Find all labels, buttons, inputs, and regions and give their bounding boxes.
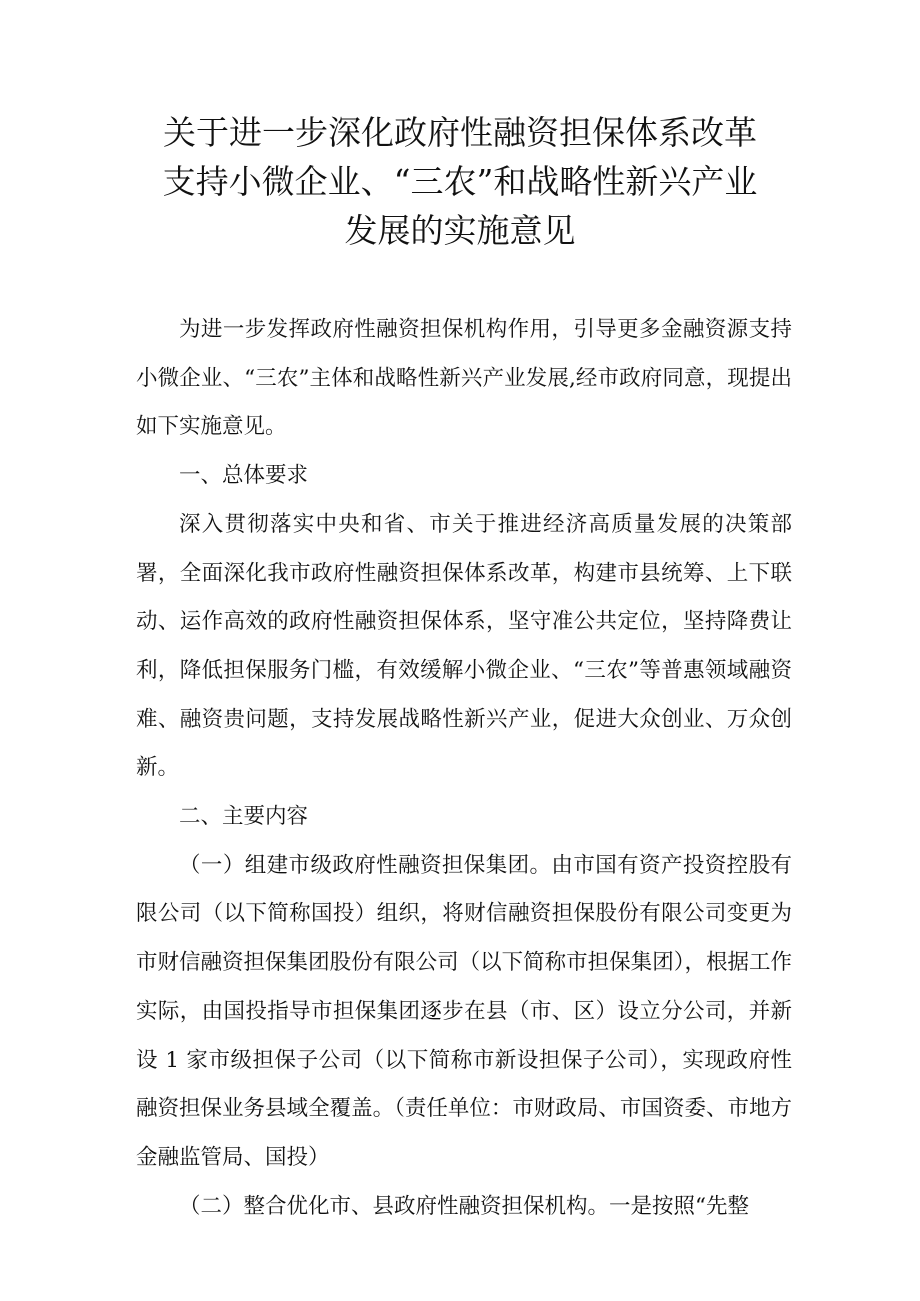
section-heading-main-content: 二、主要内容 bbox=[179, 804, 309, 830]
main-content-item-2: （二）整合优化市、县政府性融资担保机构。一是按照“先整 bbox=[179, 1193, 749, 1219]
title-line-1: 关于进一步深化政府性融资担保体系改革 bbox=[163, 113, 757, 152]
main-content-item-1: （一）组建市级政府性融资担保集团。由市国有资产投资控股有限公司（以下简称国投）组织，将财信融资担保股份有限公司变更为市财信融资担保集团股份有限公司（以下简称市担保集团），根据工作实际，由国投指导市担保集团逐步在县（市、区）设立分公司，并新设 1 家市级担保子公司（以下简称市新设担保子公司），实现政府性融资担保业务县域全覆盖。（责任单位：市财政局、市国资委、市地方金融监管局、国投） bbox=[136, 852, 792, 1170]
intro-paragraph: 为进一步发挥政府性融资担保机构作用，引导更多金融资源支持小微企业、“三农”主体和战略性新兴产业发展,经市政府同意，现提出如下实施意见。 bbox=[136, 317, 792, 440]
document-title bbox=[120, 108, 800, 255]
title-line-3: 发展的实施意见 bbox=[344, 211, 576, 250]
section-heading-general-requirements: 一、总体要求 bbox=[179, 463, 309, 489]
document-body bbox=[136, 306, 792, 1231]
general-requirements-paragraph: 深入贯彻落实中央和省、市关于推进经济高质量发展的决策部署，全面深化我市政府性融资担保体系改革，构建市县统筹、上下联动、运作高效的政府性融资担保体系，坚守准公共定位，坚持降费让利，降低担保服务门槛，有效缓解小微企业、“三农”等普惠领域融资难、融资贵问题，支持发展战略性新兴产业，促进大众创业、万众创新。 bbox=[136, 511, 792, 781]
title-line-2: 支持小微企业、“三农”和战略性新兴产业 bbox=[162, 162, 758, 201]
